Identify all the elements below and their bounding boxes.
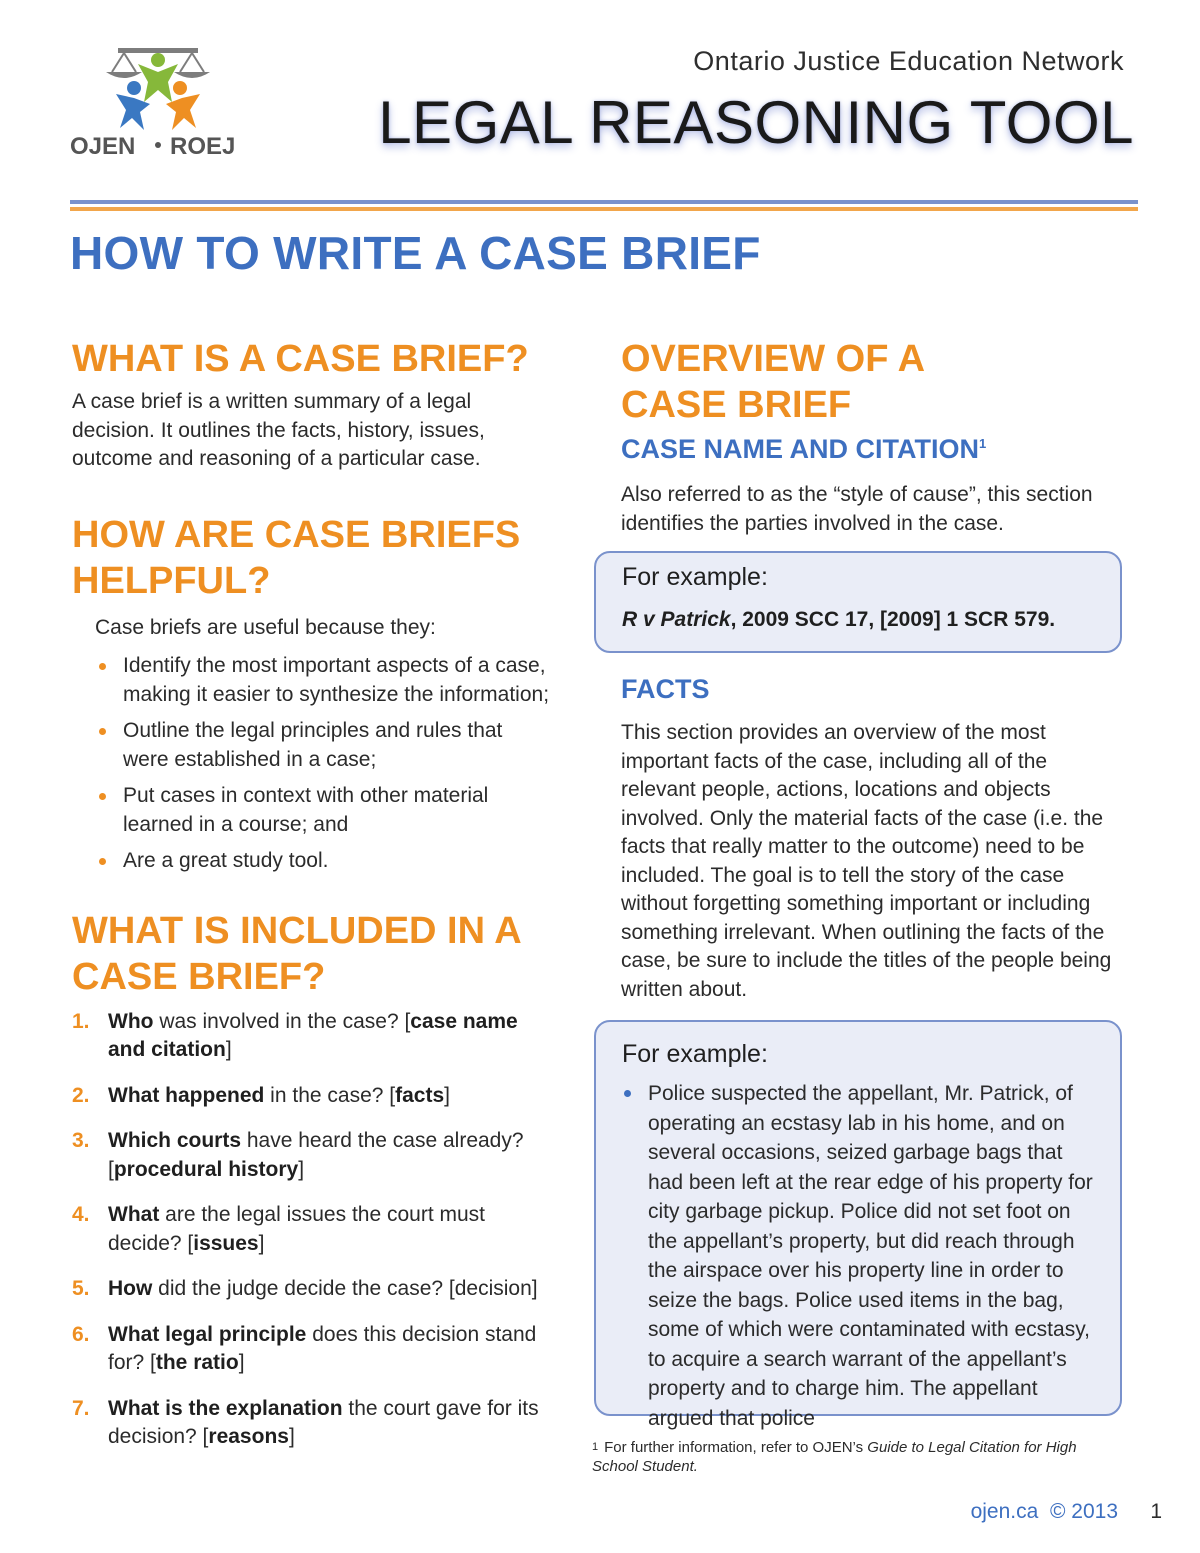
helpful-heading-line-1: HOW ARE CASE BRIEFS [72,513,521,556]
tool-title: LEGAL REASONING TOOL [378,89,1134,156]
bullet-dot [99,728,106,735]
case-name-text: Also referred to as the “style of cause”, this section identifies the parties involved in the case. [621,483,1093,535]
list-item: Are a great study tool. [97,847,552,876]
list-item: 1. Who was involved in the case? [case name and citation] [72,1009,518,1061]
footnote: $^1$ For further information, refer to OJEN’s Guide to Legal Citation for High School Student. [592,1439,1077,1475]
header-rule-blue [70,200,1138,204]
facts-section [621,674,1121,1004]
included-list [72,1008,552,1452]
list-item: 2. What happened in the case? [facts] [72,1083,450,1107]
what-is-text: A case brief is a written summary of a legal decision. It outlines the facts, history, issues, outcome and reasoning of a particular case. [72,390,485,470]
bullet-dot [624,1090,631,1097]
overview-heading-line-2: CASE BRIEF [621,384,852,426]
facts-heading: FACTS [621,674,710,704]
footer-site-link[interactable]: ojen.ca © 2013 [970,1500,1118,1523]
example-heading: For example: [622,563,768,591]
bullet-dot [99,793,106,800]
helpful-heading [72,512,552,604]
helpful-heading-line-2: HELPFUL? [72,559,271,602]
left-column [72,336,552,1469]
footnote-marker: 1 [979,436,987,451]
list-item: Outline the legal principles and rules that were established in a case; [97,717,552,774]
list-item: 7. What is the explanation the court gave for its decision? [reasons] [72,1396,539,1448]
list-item: Identify the most important aspects of a case, making it easier to synthesize the information; [97,652,552,709]
right-column [621,336,1121,538]
case-name-heading: CASE NAME AND CITATION$^1$ [621,434,987,464]
list-item: 6. What legal principle does this decision stand for? [the ratio] [72,1322,537,1374]
logo-text-left: OJEN [70,133,136,160]
list-item: Police suspected the appellant, Mr. Patrick, of operating an ecstasy lab in his home, and on several occasions, seized garbage bags that had been left at the rear edge of his property for city garbage pickup. Police did not set foot on the appellant’s property, but did reach through the airspace over his property line in order to seize the bags. Police used items in the bag, some of which were contaminated with ecstasy, to acquire a search warrant of the appellant’s property and to charge him. The appellant argued that police [622,1079,1094,1433]
what-is-heading: WHAT IS A CASE BRIEF? [72,338,529,380]
list-item: 5. How did the judge decide the case? [decision] [72,1277,538,1300]
included-heading-line-1: WHAT IS INCLUDED IN A [72,909,522,952]
footer-copyright: © 2013 [1049,1500,1118,1523]
page-number: 1 [1150,1500,1162,1523]
header-rule-orange [70,207,1138,211]
facts-example-box [594,1020,1122,1430]
facts-example-list [622,1079,1094,1433]
included-heading-line-2: CASE BRIEF? [72,955,326,998]
facts-text: This section provides an overview of the most important facts of the case, including all of the relevant people, actions, locations and objects involved. Only the material facts of the case (i.e. the facts that really matter to the outcome) need to be included. The goal is to tell the story of the case without forgetting something important or including something irrelevant. When outlining the facts of the case, be sure to include the titles of the people being written about. [621,721,1112,1001]
logo-text-right: ROEJ [170,133,236,160]
bullet-dot [99,663,106,670]
included-heading [72,908,552,1000]
example-heading: For example: [622,1040,768,1068]
overview-heading-line-1: OVERVIEW OF A [621,338,926,380]
list-item: 3. Which courts have heard the case already? [procedural history] [72,1129,524,1181]
scales-people-icon [68,42,248,162]
list-item: Put cases in context with other material learned in a course; and [97,782,552,839]
organization-name: Ontario Justice Education Network [693,46,1124,76]
example-citation: R v Patrick, 2009 SCC 17, [2009] 1 SCR 579. [622,608,1056,631]
bullet-dot [99,858,106,865]
overview-heading [621,336,1121,428]
page-title: HOW TO WRITE A CASE BRIEF [70,227,761,279]
helpful-intro: Case briefs are useful because they: [95,615,436,639]
case-name-example-box [594,551,1122,653]
helpful-list [97,652,552,876]
list-item: 4. What are the legal issues the court must decide? [issues] [72,1203,485,1255]
ojen-logo [68,42,248,162]
